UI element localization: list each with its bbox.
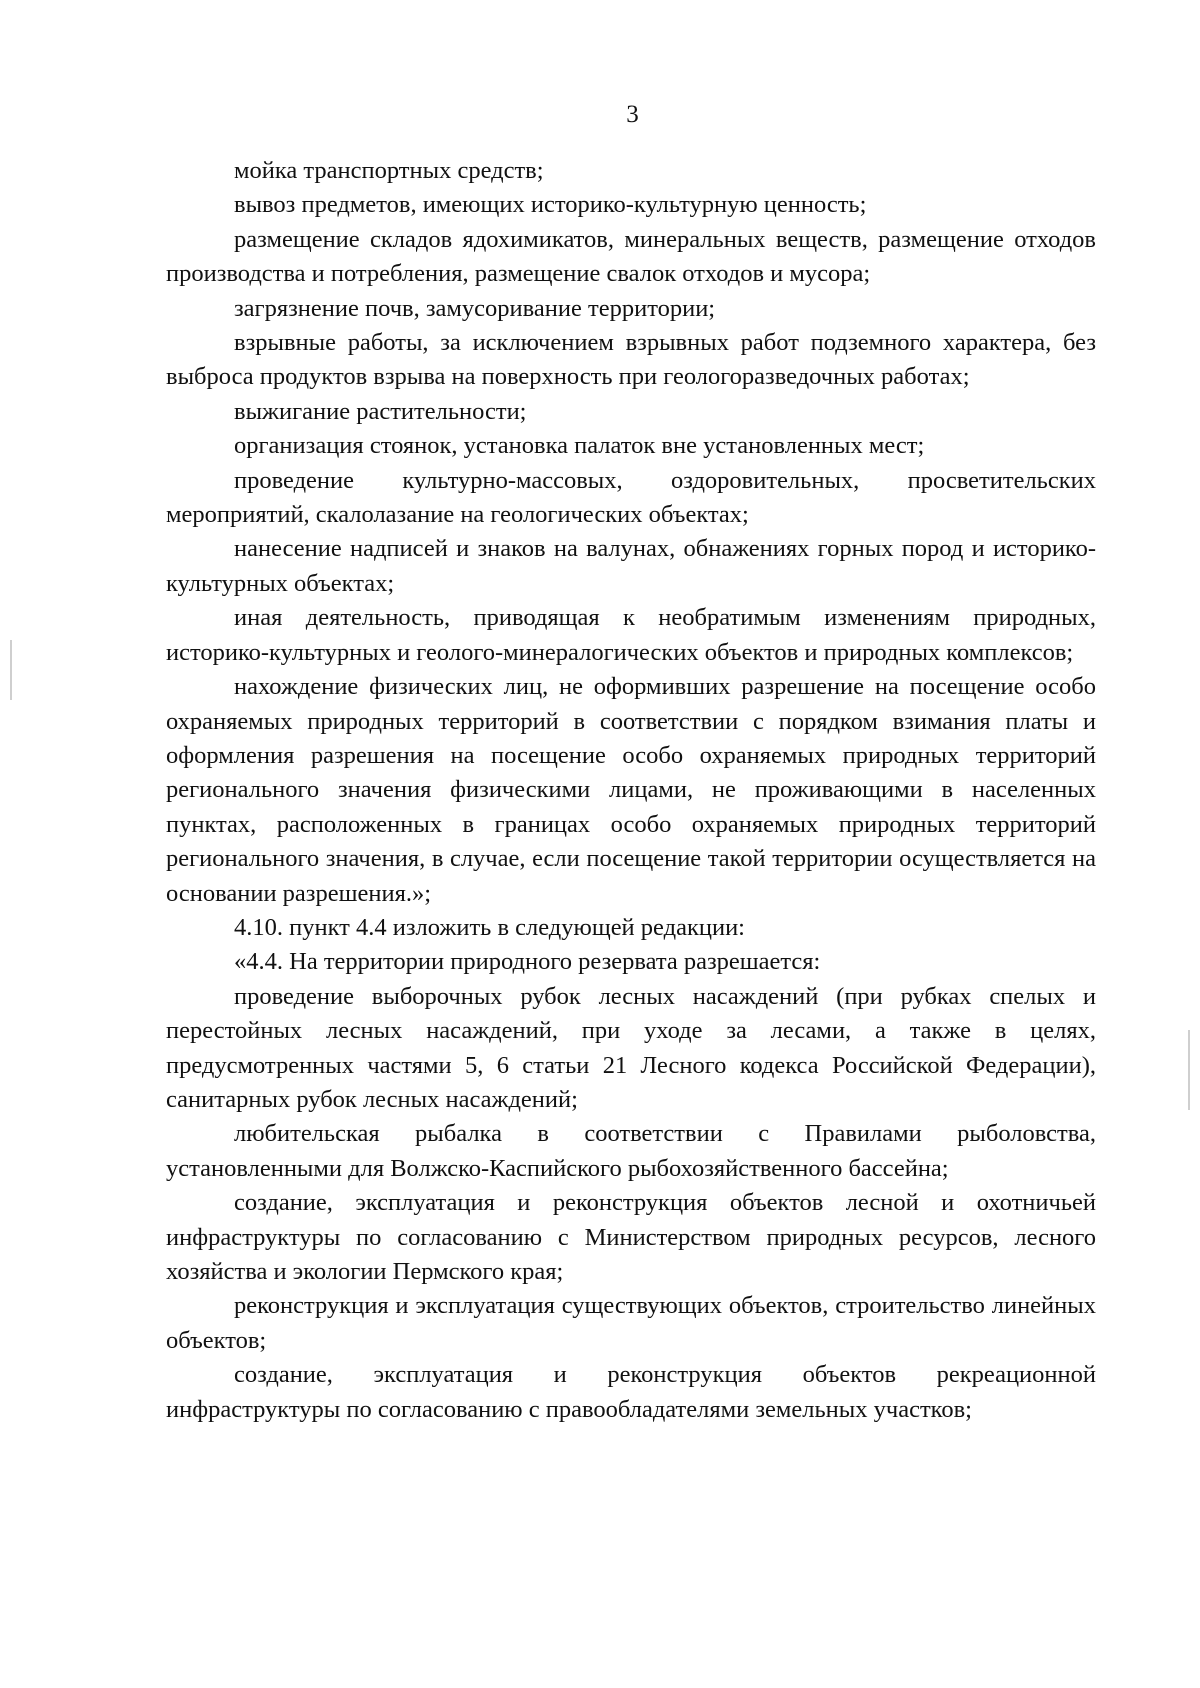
list-item: создание, эксплуатация и реконструкция объектов рекреационной инфраструктуры по согласованию с правообладателями земельных участков; bbox=[166, 1361, 1096, 1423]
list-item: загрязнение почв, замусоривание территории; bbox=[234, 294, 716, 322]
list-item: вывоз предметов, имеющих историко-культурную ценность; bbox=[234, 191, 867, 219]
list-item: реконструкция и эксплуатация существующих объектов, строительство линейных объектов; bbox=[166, 1292, 1096, 1354]
list-item: нахождение физических лиц, не оформивших разрешение на посещение особо охраняемых природных территорий в соответствии с порядком взимания платы и оформления разрешения на посещение особо охраняемых природных территорий регионального значения физическими лицами, не проживающими в населенных пунктах, расположенных в границах особо охраняемых природных территорий регионального значения, в случае, если посещение такой территории осуществляется на основании разрешения.»; bbox=[166, 673, 1096, 907]
list-item: создание, эксплуатация и реконструкция объектов лесной и охотничьей инфраструктуры по согласованию с Министерством природных ресурсов, лесного хозяйства и экологии Пермского края; bbox=[166, 1189, 1096, 1285]
list-item: проведение культурно-массовых, оздоровительных, просветительских мероприятий, скалолазание на геологических объектах; bbox=[166, 466, 1096, 529]
list-item: организация стоянок, установка палаток вне установленных мест; bbox=[234, 432, 925, 460]
list-item: проведение выборочных рубок лесных насаждений (при рубках спелых и перестойных лесных насаждений, при уходе за лесами, а также в целях, предусмотренных частями 5, 6 статьи 21 Лесного кодекса Российской Федерации), санитарных рубок лесных насаждений; bbox=[166, 982, 1096, 1113]
scan-edge-mark bbox=[1188, 1030, 1190, 1110]
list-item: нанесение надписей и знаков на валунах, обнажениях горных пород и историко-культурных объектах; bbox=[166, 535, 1096, 597]
section-heading: «4.4. На территории природного резервата разрешается: bbox=[234, 948, 821, 976]
section-heading: 4.10. пункт 4.4 изложить в следующей редакции: bbox=[234, 913, 745, 941]
page-number: 3 bbox=[626, 101, 639, 128]
list-item: размещение складов ядохимикатов, минеральных веществ, размещение отходов производства и потребления, размещение свалок отходов и мусора; bbox=[166, 225, 1096, 288]
list-item: выжигание растительности; bbox=[234, 397, 527, 425]
list-item: мойка транспортных средств; bbox=[234, 157, 544, 184]
scan-edge-mark bbox=[10, 640, 12, 700]
document-body bbox=[166, 154, 1096, 1427]
list-item: иная деятельность, приводящая к необратимым изменениям природных, историко-культурных и геолого-минералогических объектов и природных комплексов; bbox=[166, 604, 1096, 666]
list-item: взрывные работы, за исключением взрывных работ подземного характера, без выброса продуктов взрыва на поверхность при геологоразведочных работах; bbox=[166, 329, 1096, 391]
list-item: любительская рыбалка в соответствии с Правилами рыболовства, установленными для Волжско-Каспийского рыбохозяйственного бассейна; bbox=[166, 1120, 1096, 1182]
